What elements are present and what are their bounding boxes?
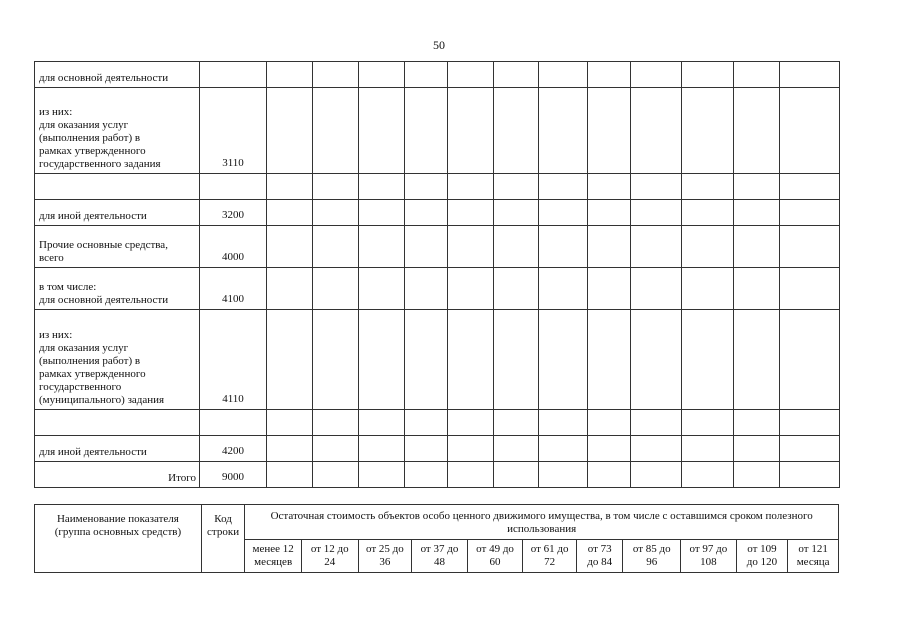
table-row — [35, 462, 840, 488]
row-code-cell: 4200 — [200, 436, 267, 462]
value-cell — [780, 62, 840, 88]
row-name-cell — [35, 174, 200, 200]
value-cell — [682, 200, 734, 226]
value-cell — [267, 462, 313, 488]
subheader-cell: от 12 до 24 — [301, 540, 358, 573]
row-code-cell: 3200 — [200, 200, 267, 226]
value-cell — [539, 62, 588, 88]
value-cell — [780, 174, 840, 200]
value-cell — [313, 310, 359, 410]
row-name-cell — [35, 410, 200, 436]
row-name-cell: из них: для оказания услуг (выполнения работ) в рамках утвержденного государственного (муниципального) задания — [35, 310, 200, 410]
table-row — [35, 436, 840, 462]
value-cell — [359, 88, 405, 174]
header-row — [35, 505, 839, 540]
row-name-cell: из них: для оказания услуг (выполнения работ) в рамках утвержденного государственного задания — [35, 88, 200, 174]
value-cell — [405, 62, 448, 88]
value-cell — [631, 268, 682, 310]
value-cell — [448, 410, 494, 436]
value-cell — [267, 436, 313, 462]
value-cell — [588, 62, 631, 88]
value-cell — [588, 174, 631, 200]
subheader-cell: от 73 до 84 — [576, 540, 623, 573]
value-cell — [631, 88, 682, 174]
subheader-cell: от 49 до 60 — [467, 540, 523, 573]
value-cell — [539, 226, 588, 268]
value-cell — [682, 88, 734, 174]
value-cell — [267, 200, 313, 226]
value-cell — [780, 268, 840, 310]
value-cell — [631, 462, 682, 488]
subheader-cell: от 97 до 108 — [681, 540, 737, 573]
row-code-cell: 4000 — [200, 226, 267, 268]
value-cell — [448, 200, 494, 226]
value-cell — [448, 462, 494, 488]
value-cell — [313, 462, 359, 488]
row-name-cell: для основной деятельности — [35, 62, 200, 88]
table-row — [35, 268, 840, 310]
value-cell — [631, 200, 682, 226]
value-cell — [780, 310, 840, 410]
value-cell — [313, 174, 359, 200]
value-cell — [588, 200, 631, 226]
value-cell — [631, 226, 682, 268]
value-cell — [588, 268, 631, 310]
value-cell — [494, 410, 539, 436]
value-cell — [682, 174, 734, 200]
value-cell — [780, 226, 840, 268]
value-cell — [588, 410, 631, 436]
value-cell — [539, 310, 588, 410]
row-code-cell: 4100 — [200, 268, 267, 310]
value-cell — [267, 88, 313, 174]
value-cell — [682, 436, 734, 462]
value-cell — [448, 310, 494, 410]
table-row — [35, 200, 840, 226]
table-row — [35, 62, 840, 88]
value-cell — [682, 310, 734, 410]
value-cell — [539, 174, 588, 200]
row-name-cell: Итого — [35, 462, 200, 488]
table-row — [35, 88, 840, 174]
value-cell — [448, 436, 494, 462]
value-cell — [267, 62, 313, 88]
header-group-cell: Остаточная стоимость объектов особо ценного движимого имущества, в том числе с оставшимся сроком полезного использования — [245, 505, 839, 540]
value-cell — [780, 410, 840, 436]
value-cell — [448, 62, 494, 88]
value-cell — [405, 310, 448, 410]
value-cell — [267, 268, 313, 310]
subheader-cell: от 25 до 36 — [358, 540, 412, 573]
row-name-cell: в том числе: для основной деятельности — [35, 268, 200, 310]
value-cell — [359, 310, 405, 410]
value-cell — [448, 268, 494, 310]
subheader-cell: от 109 до 120 — [736, 540, 788, 573]
value-cell — [588, 88, 631, 174]
value-cell — [313, 226, 359, 268]
fixed-assets-table — [34, 61, 840, 488]
value-cell — [405, 88, 448, 174]
row-code-cell: 4110 — [200, 310, 267, 410]
value-cell — [267, 310, 313, 410]
value-cell — [313, 268, 359, 310]
value-cell — [267, 226, 313, 268]
value-cell — [780, 462, 840, 488]
value-cell — [734, 410, 780, 436]
value-cell — [405, 268, 448, 310]
row-code-cell — [200, 62, 267, 88]
value-cell — [405, 436, 448, 462]
subheader-cell: от 85 до 96 — [623, 540, 681, 573]
value-cell — [359, 462, 405, 488]
value-cell — [405, 174, 448, 200]
value-cell — [780, 200, 840, 226]
value-cell — [631, 436, 682, 462]
row-name-cell: для иной деятельности — [35, 200, 200, 226]
value-cell — [539, 410, 588, 436]
value-cell — [494, 200, 539, 226]
value-cell — [405, 462, 448, 488]
value-cell — [448, 88, 494, 174]
value-cell — [734, 62, 780, 88]
value-cell — [539, 268, 588, 310]
value-cell — [588, 462, 631, 488]
value-cell — [359, 226, 405, 268]
value-cell — [359, 268, 405, 310]
value-cell — [313, 88, 359, 174]
value-cell — [682, 410, 734, 436]
value-cell — [359, 200, 405, 226]
page-number: 50 — [433, 38, 445, 52]
table-row — [35, 410, 840, 436]
value-cell — [359, 62, 405, 88]
value-cell — [359, 410, 405, 436]
value-cell — [448, 174, 494, 200]
header-code-cell: Код строки — [201, 505, 244, 573]
value-cell — [359, 436, 405, 462]
value-cell — [682, 226, 734, 268]
value-cell — [313, 200, 359, 226]
value-cell — [494, 174, 539, 200]
value-cell — [494, 436, 539, 462]
value-cell — [734, 200, 780, 226]
value-cell — [631, 410, 682, 436]
value-cell — [405, 200, 448, 226]
value-cell — [682, 62, 734, 88]
subheader-cell: менее 12 месяцев — [245, 540, 302, 573]
table-row — [35, 174, 840, 200]
value-cell — [539, 88, 588, 174]
value-cell — [734, 226, 780, 268]
subheader-cell: от 61 до 72 — [523, 540, 577, 573]
value-cell — [631, 62, 682, 88]
value-cell — [494, 88, 539, 174]
row-code-cell — [200, 174, 267, 200]
value-cell — [494, 62, 539, 88]
value-cell — [631, 310, 682, 410]
value-cell — [588, 436, 631, 462]
subheader-cell: от 37 до 48 — [412, 540, 468, 573]
value-cell — [313, 410, 359, 436]
value-cell — [448, 226, 494, 268]
value-cell — [734, 462, 780, 488]
value-cell — [539, 200, 588, 226]
value-cell — [734, 310, 780, 410]
table-row — [35, 310, 840, 410]
value-cell — [267, 410, 313, 436]
value-cell — [539, 436, 588, 462]
value-cell — [494, 226, 539, 268]
value-cell — [494, 462, 539, 488]
value-cell — [734, 268, 780, 310]
value-cell — [588, 226, 631, 268]
value-cell — [494, 310, 539, 410]
value-cell — [405, 226, 448, 268]
value-cell — [359, 174, 405, 200]
table-row — [35, 226, 840, 268]
row-code-cell — [200, 410, 267, 436]
row-name-cell: Прочие основные средства, всего — [35, 226, 200, 268]
value-cell — [313, 436, 359, 462]
row-name-cell: для иной деятельности — [35, 436, 200, 462]
value-cell — [734, 436, 780, 462]
value-cell — [631, 174, 682, 200]
row-code-cell: 9000 — [200, 462, 267, 488]
value-cell — [734, 174, 780, 200]
value-cell — [267, 174, 313, 200]
header-name-cell: Наименование показателя (группа основных средств) — [35, 505, 202, 573]
value-cell — [539, 462, 588, 488]
value-cell — [682, 268, 734, 310]
value-cell — [313, 62, 359, 88]
value-cell — [780, 88, 840, 174]
row-code-cell: 3110 — [200, 88, 267, 174]
residual-value-table — [34, 504, 839, 573]
subheader-cell: от 121 месяца — [788, 540, 839, 573]
value-cell — [780, 436, 840, 462]
value-cell — [405, 410, 448, 436]
value-cell — [734, 88, 780, 174]
value-cell — [588, 310, 631, 410]
value-cell — [682, 462, 734, 488]
value-cell — [494, 268, 539, 310]
